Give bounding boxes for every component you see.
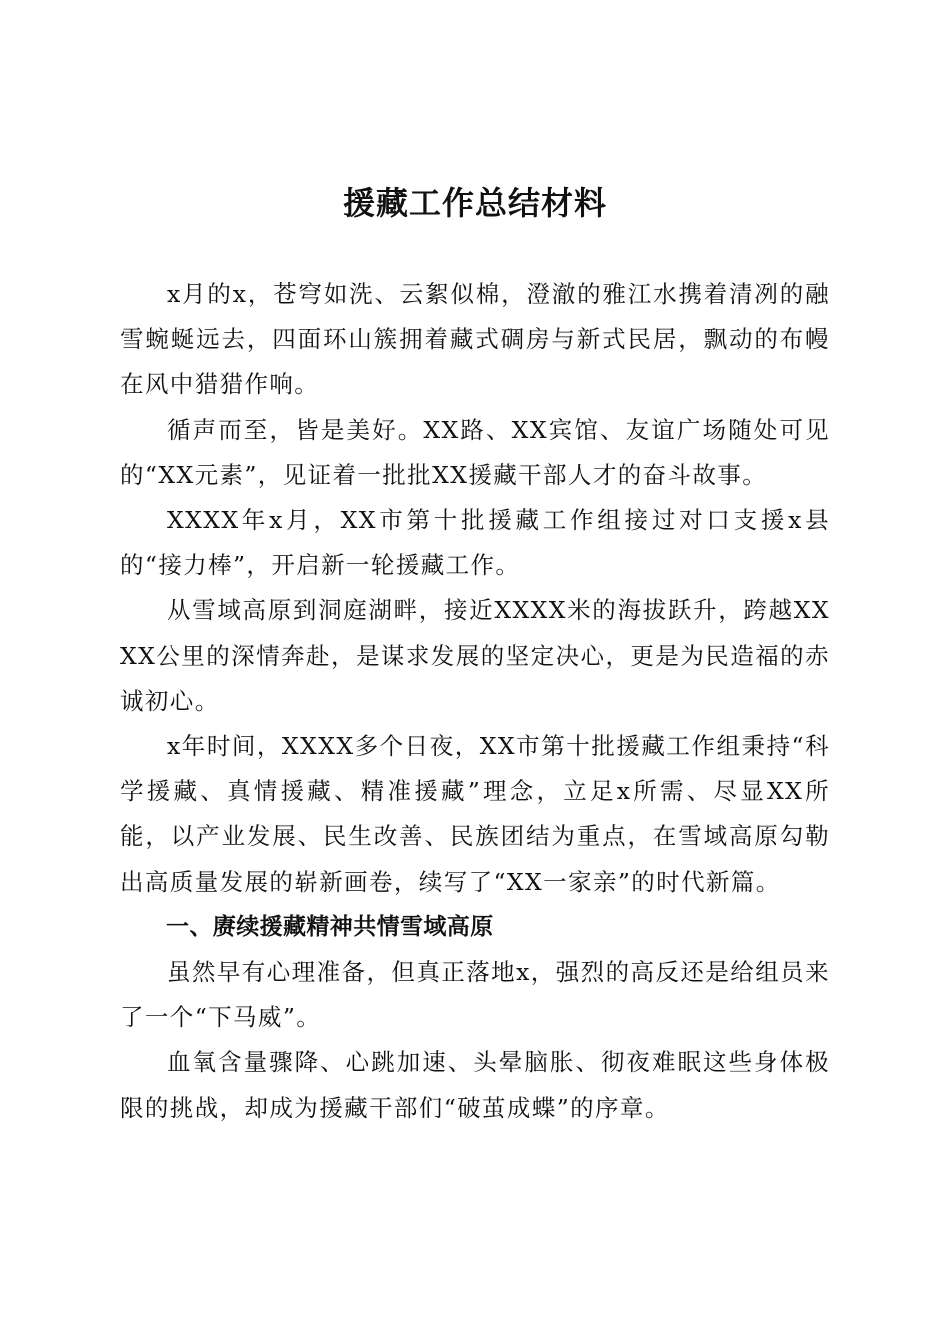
document-body xyxy=(120,272,830,1131)
paragraph-journey: 从雪域高原到洞庭湖畔，接近XXXX米的海拔跃升，跨越XXXX公里的深情奔赴，是谋求发展的坚定决心，更是为民造福的赤诚初心。 xyxy=(120,596,830,715)
paragraph-relay: XXXX年x月，XX市第十批援藏工作组接过对口支援x县的“接力棒”，开启新一轮援藏工作。 xyxy=(120,506,830,580)
document-title: 援藏工作总结材料 xyxy=(342,184,607,222)
section-heading: 一、赓续援藏精神共情雪域高原 xyxy=(166,913,494,940)
paragraph-intro: x月的x，苍穹如洗、云絮似棉，澄澈的雅江水携着清冽的融雪蜿蜒远去，四面环山簇拥着藏式碉房与新式民居，飘动的布幔在风中猎猎作响。 xyxy=(120,280,830,399)
paragraph-challenge: 血氧含量骤降、心跳加速、头晕脑胀、彻夜难眠这些身体极限的挑战，却成为援藏干部们“破茧成蝶”的序章。 xyxy=(120,1048,830,1122)
paragraph-summary: x年时间，XXXX多个日夜，XX市第十批援藏工作组秉持“科学援藏、真情援藏、精准援藏”理念，立足x所需、尽显XX所能，以产业发展、民生改善、民族团结为重点，在雪域高原勾勒出高质量发展的崭新画卷，续写了“XX一家亲”的时代新篇。 xyxy=(120,732,830,896)
paragraph-altitude: 虽然早有心理准备，但真正落地x，强烈的高反还是给组员来了一个“下马威”。 xyxy=(120,958,830,1032)
paragraph-elements: 循声而至，皆是美好。XX路、XX宾馆、友谊广场随处可见的“XX元素”，见证着一批批XX援藏干部人才的奋斗故事。 xyxy=(120,415,830,489)
